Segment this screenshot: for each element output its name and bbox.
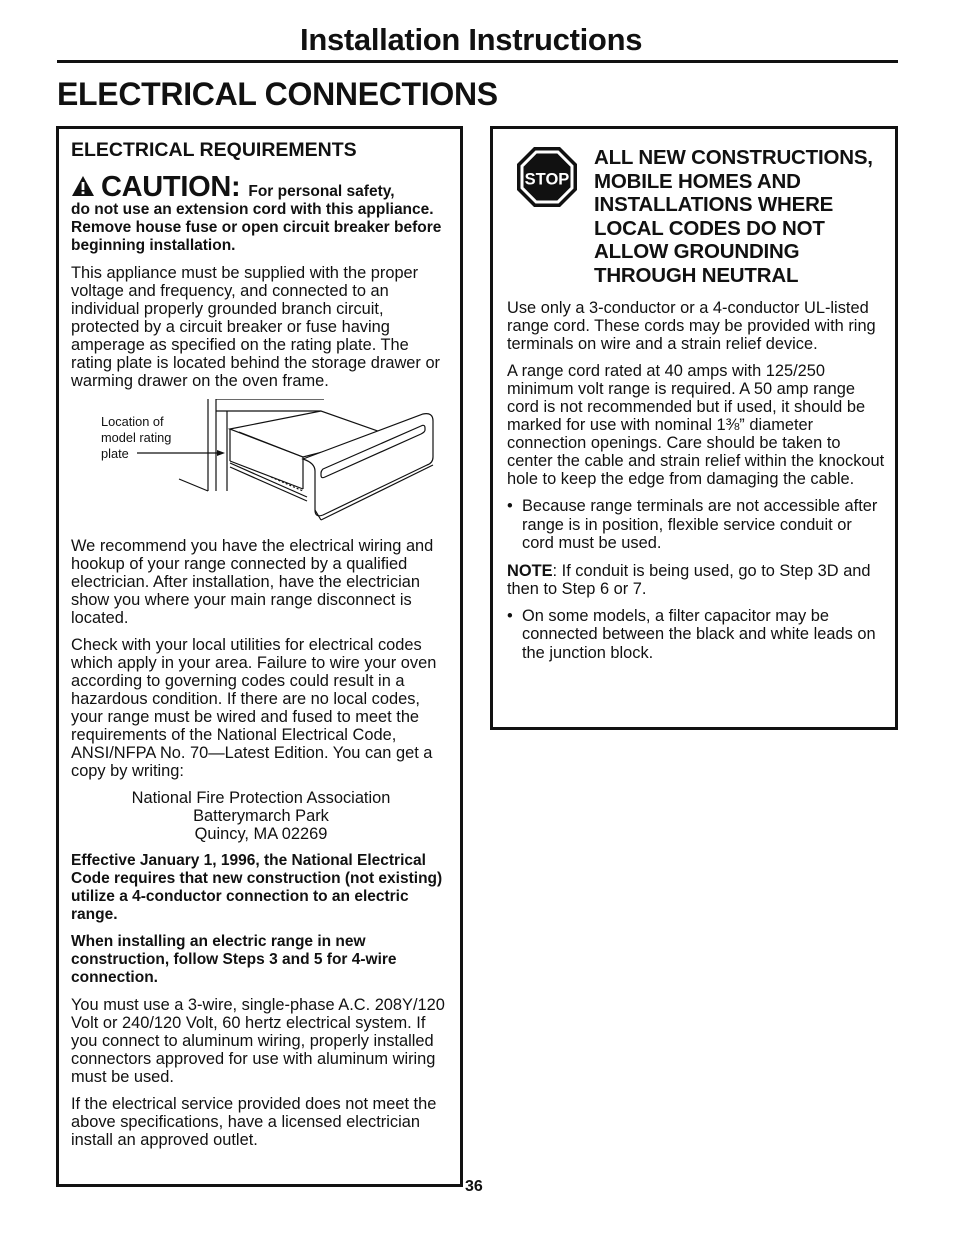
drawer-illustration xyxy=(71,399,451,529)
wiring-system-paragraph: You must use a 3-wire, single-phase A.C. 208Y/120 Volt or 240/120 Volt, 60 hertz electrical system. If you connect to aluminum wiring, properly installed connectors approved for use with aluminum wiring must be used. xyxy=(71,996,445,1086)
page-title: ELECTRICAL CONNECTIONS xyxy=(57,76,498,112)
supply-paragraph: This appliance must be supplied with the proper voltage and frequency, and connected to an individual properly grounded branch circuit, protected by a circuit breaker or fuse having amperage as specified on the rating plate. The rating plate is located behind the storage drawer or warming drawer on the oven frame. xyxy=(71,264,441,390)
header-title: Installation Instructions xyxy=(300,22,643,57)
terminal-bullet-list xyxy=(507,497,885,553)
conduit-note: NOTE: If conduit is being used, go to Step 3D and then to Step 6 or 7. xyxy=(507,561,871,598)
electrical-requirements-content xyxy=(71,139,451,1158)
nec-1996-note: Effective January 1, 1996, the National Electrical Code requires that new construction (not existing) utilize a 4-conductor connection to an electric range. xyxy=(71,852,443,923)
caution-lead: For personal safety, xyxy=(248,183,395,200)
local-codes-paragraph: Check with your local utilities for electrical codes which apply in your area. Failure to wire your oven according to governing codes could result in a hazardous condition. If there are no local codes, your range must be wired and fused to meet the requirements of the National Electrical Code, ANSI/NFPA No. 70—Latest Edition. You can get a copy by writing: xyxy=(71,636,437,780)
nfpa-address: National Fire Protection Association Batterymarch Park Quincy, MA 02269 xyxy=(131,789,391,843)
figure-label: Location of model rating plate xyxy=(101,414,172,461)
capacitor-bullet-list xyxy=(507,607,885,663)
drawer-rating-plate-figure xyxy=(71,399,451,529)
page-number: 36 xyxy=(465,1178,483,1195)
section-heading: ELECTRICAL REQUIREMENTS xyxy=(71,139,357,161)
list-item: • On some models, a filter capacitor may be connected between the black and white leads on the junction block. xyxy=(507,607,885,663)
amp-rating-paragraph: A range cord rated at 40 amps with 125/250 minimum volt range is required. A 50 amp range cord is not recommended but if used, it should be marked for use with nominal 1⅜” diameter connection openings. Care should be taken to center the cable and strain relief within the knockout hole to keep the edge from damaging the cable. xyxy=(507,362,885,488)
caution-line xyxy=(71,173,451,201)
list-item: • Because range terminals are not accessible after range is in position, flexible service conduit or cord must be used. xyxy=(507,497,885,553)
caution-word: CAUTION: xyxy=(101,171,241,203)
service-specs-paragraph: If the electrical service provided does not meet the above specifications, have a licensed electrician install an approved outlet. xyxy=(71,1095,437,1149)
header-rule xyxy=(57,60,898,63)
grounding-content xyxy=(507,299,885,672)
grounding-heading: ALL NEW CONSTRUCTIONS, MOBILE HOMES AND INSTALLATIONS WHERE LOCAL CODES DO NOT ALLOW GROUNDING THROUGH NEUTRAL xyxy=(594,146,873,287)
warning-triangle-icon xyxy=(71,175,95,197)
new-construction-note: When installing an electric range in new construction, follow Steps 3 and 5 for 4-wire connection. xyxy=(71,933,397,986)
caution-text: do not use an extension cord with this appliance. Remove house fuse or open circuit breaker before beginning installation. xyxy=(71,201,442,254)
range-cord-paragraph: Use only a 3-conductor or a 4-conductor UL-listed range cord. These cords may be provided with ring terminals on wire and a strain relief device. xyxy=(507,299,876,353)
svg-text:STOP: STOP xyxy=(524,170,570,189)
electrician-paragraph: We recommend you have the electrical wiring and hookup of your range connected by a qualified electrician. After installation, have the electrician show you where your main range disconnect is located. xyxy=(71,537,434,627)
stop-sign-icon xyxy=(516,146,578,208)
grounding-header xyxy=(516,146,891,287)
